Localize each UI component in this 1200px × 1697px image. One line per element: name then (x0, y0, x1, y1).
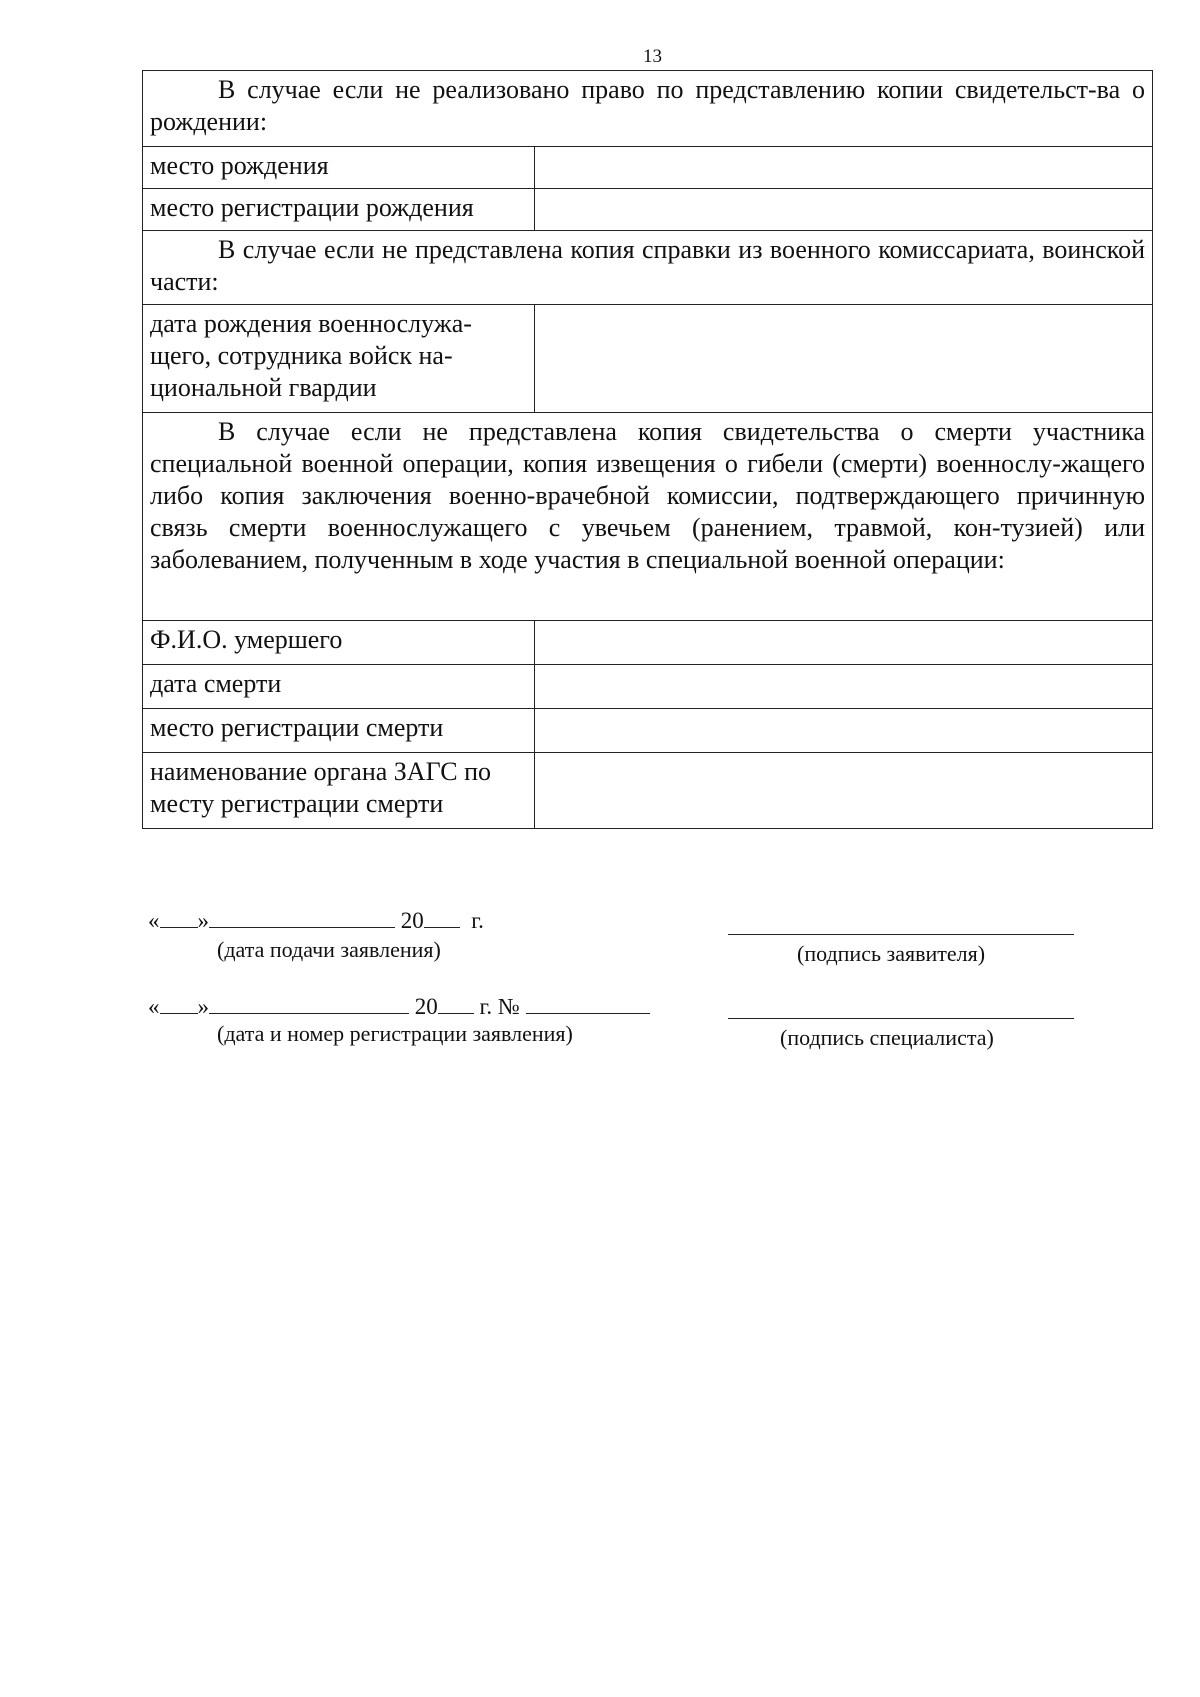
field-value-serviceman-birth-date[interactable] (535, 305, 1153, 413)
field-label-death-registration-place: место регистрации смерти (143, 709, 535, 753)
table-row (143, 621, 1153, 665)
table-row (143, 709, 1153, 753)
field-value-registry-office-name[interactable] (535, 753, 1153, 829)
section-heading-military-certificate: В случае если не представлена копия справки из военного комиссариата, воинской части: (143, 231, 1153, 305)
table-row (143, 147, 1153, 189)
section-heading-birth-certificate: В случае если не реализовано право по представлению копии свидетельст-ва о рождении: (143, 71, 1153, 147)
field-label-serviceman-birth-date: дата рождения военнослужа-щего, сотрудника войск на-циональной гвардии (143, 305, 535, 413)
field-label-deceased-name: Ф.И.О. умершего (143, 621, 535, 665)
table-row (143, 665, 1153, 709)
field-value-deceased-name[interactable] (535, 621, 1153, 665)
section-heading-row (143, 231, 1153, 305)
year-suffix: г. (471, 908, 484, 933)
table-row (143, 189, 1153, 231)
year-prefix: 20 (400, 908, 424, 933)
section-heading-row (143, 413, 1153, 621)
application-form-table (142, 70, 1153, 829)
year-blank[interactable] (424, 905, 460, 928)
field-value-death-date[interactable] (535, 665, 1153, 709)
field-value-birth-registration-place[interactable] (535, 189, 1153, 231)
registration-caption: (дата и номер регистрации заявления) (217, 1021, 573, 1046)
field-label-birth-place: место рождения (143, 147, 535, 189)
applicant-signature-line[interactable] (728, 934, 1074, 935)
section-heading-death-certificate: В случае если не представлена копия свидетельства о смерти участника специальной военной операции, копия извещения о гибели (смерти) военнослу-жащего либо копия заключения военно-врачебной комиссии, подтверждающего причинную связь смерти военнослужащего с увечьем (ранением, травмой, кон-тузией) или заболеванием, полученным в ходе участия в специальной военной операции: (143, 413, 1153, 621)
application-date-line (148, 905, 484, 934)
field-value-death-registration-place[interactable] (535, 709, 1153, 753)
applicant-signature-caption: (подпись заявителя) (797, 941, 986, 966)
open-quote: « (148, 994, 160, 1019)
registration-date-line (148, 991, 650, 1020)
specialist-signature-caption: (подпись специалиста) (780, 1025, 994, 1050)
number-label: г. № (479, 994, 520, 1019)
year-blank[interactable] (438, 991, 474, 1014)
application-date-caption: (дата подачи заявления) (217, 937, 441, 962)
field-label-birth-registration-place: место регистрации рождения (143, 189, 535, 231)
field-label-death-date: дата смерти (143, 665, 535, 709)
month-blank[interactable] (209, 991, 409, 1014)
table-row (143, 305, 1153, 413)
table-row (143, 753, 1153, 829)
day-blank[interactable] (160, 991, 198, 1014)
close-quote: » (197, 908, 209, 933)
specialist-signature-line[interactable] (728, 1018, 1074, 1019)
field-value-birth-place[interactable] (535, 147, 1153, 189)
field-label-registry-office-name: наименование органа ЗАГС по месту регистрации смерти (143, 753, 535, 829)
month-blank[interactable] (209, 905, 395, 928)
registration-number-blank[interactable] (526, 991, 650, 1014)
page-number: 13 (643, 46, 662, 67)
open-quote: « (148, 908, 160, 933)
section-heading-row (143, 71, 1153, 147)
year-prefix: 20 (414, 994, 438, 1019)
day-blank[interactable] (160, 905, 198, 928)
close-quote: » (197, 994, 209, 1019)
